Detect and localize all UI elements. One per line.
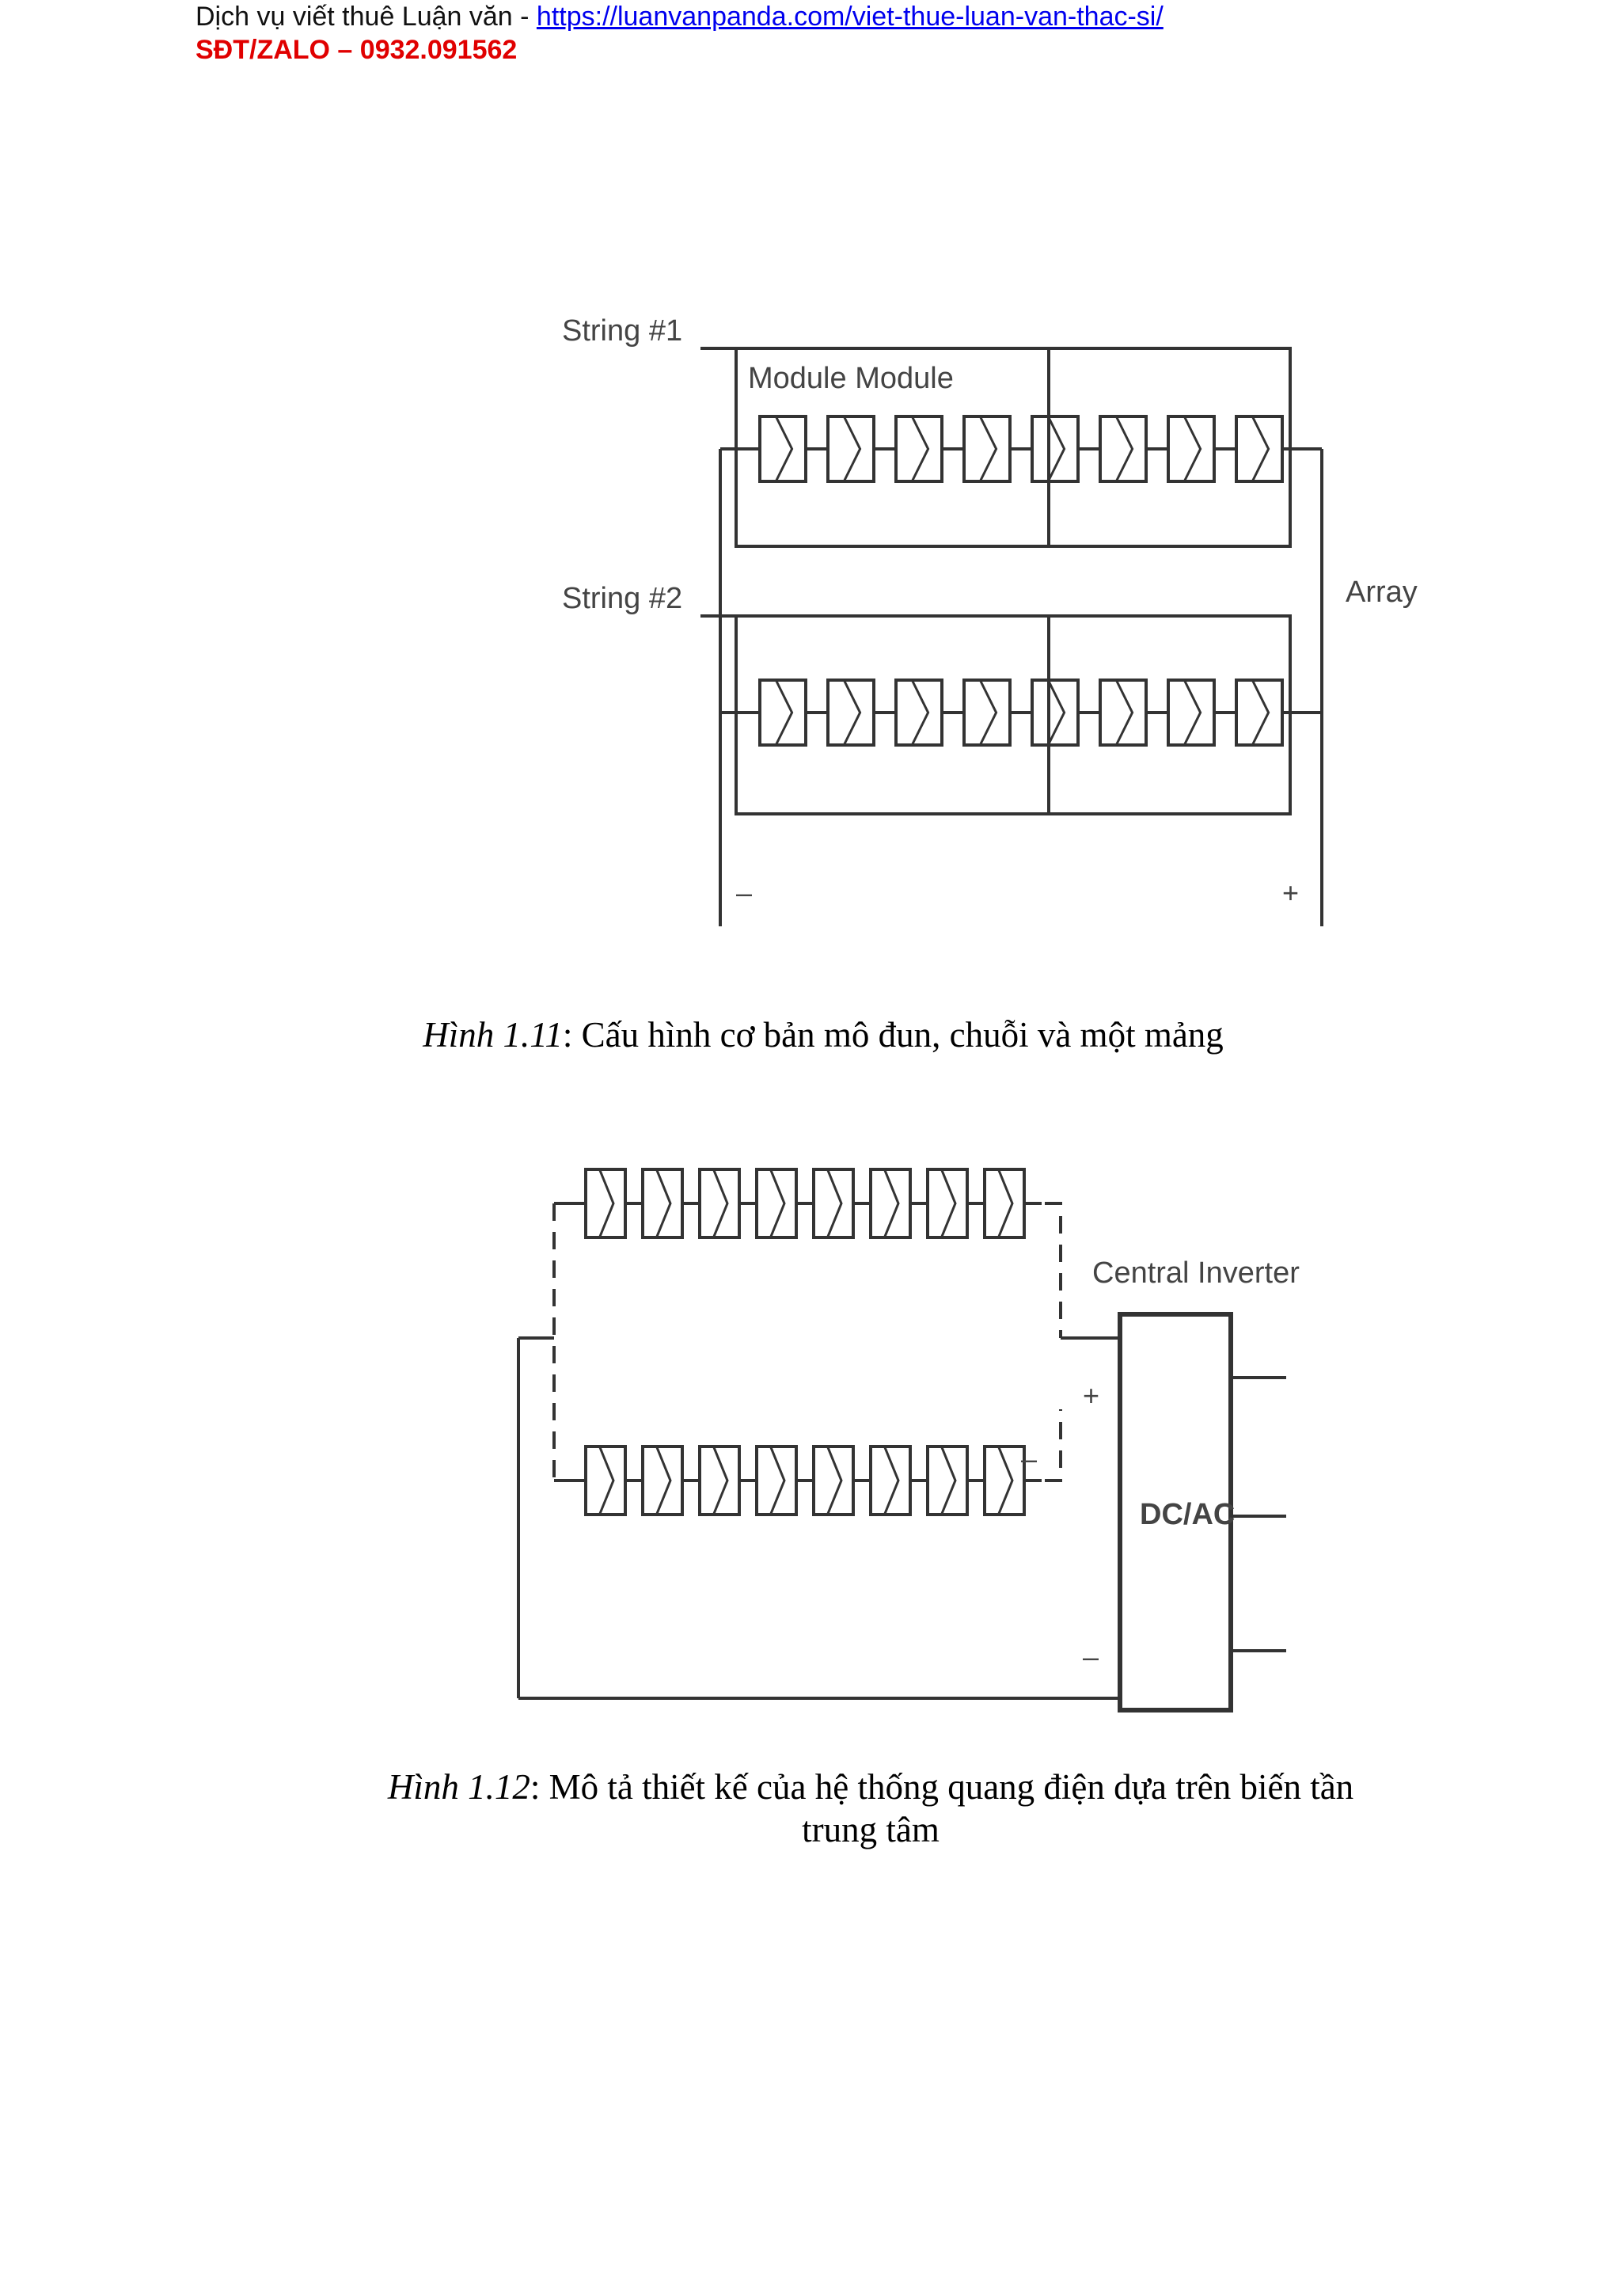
figure-1-11 (546, 301, 1433, 934)
caption-1-11 (301, 1013, 1346, 1056)
caption-1-12 (301, 1766, 1441, 1851)
solar-module-icon (1032, 416, 1100, 481)
minus-label: – (736, 876, 753, 909)
header-link[interactable]: https://luanvanpanda.com/viet-thue-luan-van-thac-si/ (536, 2, 1164, 32)
solar-module-icon (760, 416, 828, 481)
solar-module-icon (928, 1169, 985, 1237)
solar-module-icon (814, 1169, 871, 1237)
solar-module-icon (1100, 416, 1168, 481)
plus-label: + (1282, 876, 1300, 909)
inverter-label: Central Inverter (1092, 1256, 1300, 1290)
caption-1-12-line1 (301, 1766, 1441, 1808)
module-row-1 (742, 416, 1300, 481)
caption-1-11-number: Hình 1.11 (423, 1015, 563, 1055)
caption-1-12-number: Hình 1.12 (387, 1767, 530, 1807)
module-row-2 (742, 680, 1300, 745)
solar-module-icon (1236, 416, 1282, 481)
caption-1-11-text: : Cấu hình cơ bản mô đun, chuỗi và một mảng (562, 1015, 1224, 1055)
solar-module-icon (757, 1169, 814, 1237)
string-minus: – (1021, 1443, 1038, 1475)
solar-module-icon (700, 1446, 757, 1515)
solar-module-icon (828, 416, 896, 481)
solar-module-icon (896, 416, 964, 481)
dcac-label: DC/AC (1140, 1498, 1236, 1531)
caption-1-12-text: : Mô tả thiết kế của hệ thống quang điện dựa trên biến tần (530, 1767, 1354, 1807)
module-row-3 (568, 1169, 1042, 1237)
solar-module-icon (871, 1446, 928, 1515)
string-array-diagram (546, 301, 1433, 934)
solar-module-icon (985, 1169, 1024, 1237)
array-label: Array (1346, 576, 1418, 609)
string2-label: String #2 (562, 582, 683, 615)
inverter-minus: – (1083, 1640, 1099, 1673)
solar-module-icon (828, 680, 896, 745)
header-line1 (196, 0, 1164, 33)
caption-1-12-line2: trung tâm (802, 1810, 940, 1849)
solar-module-icon (1168, 680, 1236, 745)
header-phone: SĐT/ZALO – 0932.091562 (196, 35, 518, 65)
solar-module-icon (871, 1169, 928, 1237)
solar-module-icon (1100, 680, 1168, 745)
solar-module-icon (985, 1446, 1024, 1515)
solar-module-icon (586, 1446, 643, 1515)
solar-module-icon (1032, 680, 1100, 745)
solar-module-icon (643, 1446, 700, 1515)
solar-module-icon (757, 1446, 814, 1515)
module-row-4 (568, 1446, 1042, 1515)
inverter-plus: + (1083, 1379, 1100, 1412)
module-label: Module Module (748, 362, 954, 395)
solar-module-icon (760, 680, 828, 745)
string2-box (736, 616, 1049, 814)
solar-module-icon (928, 1446, 985, 1515)
solar-module-icon (586, 1169, 643, 1237)
solar-module-icon (896, 680, 964, 745)
solar-module-icon (1168, 416, 1236, 481)
solar-module-icon (964, 416, 1032, 481)
solar-module-icon (814, 1446, 871, 1515)
solar-module-icon (964, 680, 1032, 745)
string1-label: String #1 (562, 314, 683, 348)
figure-1-12 (507, 1148, 1338, 1718)
central-inverter-diagram (507, 1148, 1338, 1718)
header-prefix: Dịch vụ viết thuê Luận văn - (196, 2, 537, 32)
solar-module-icon (1236, 680, 1282, 745)
solar-module-icon (643, 1169, 700, 1237)
solar-module-icon (700, 1169, 757, 1237)
page-header (196, 0, 1164, 67)
